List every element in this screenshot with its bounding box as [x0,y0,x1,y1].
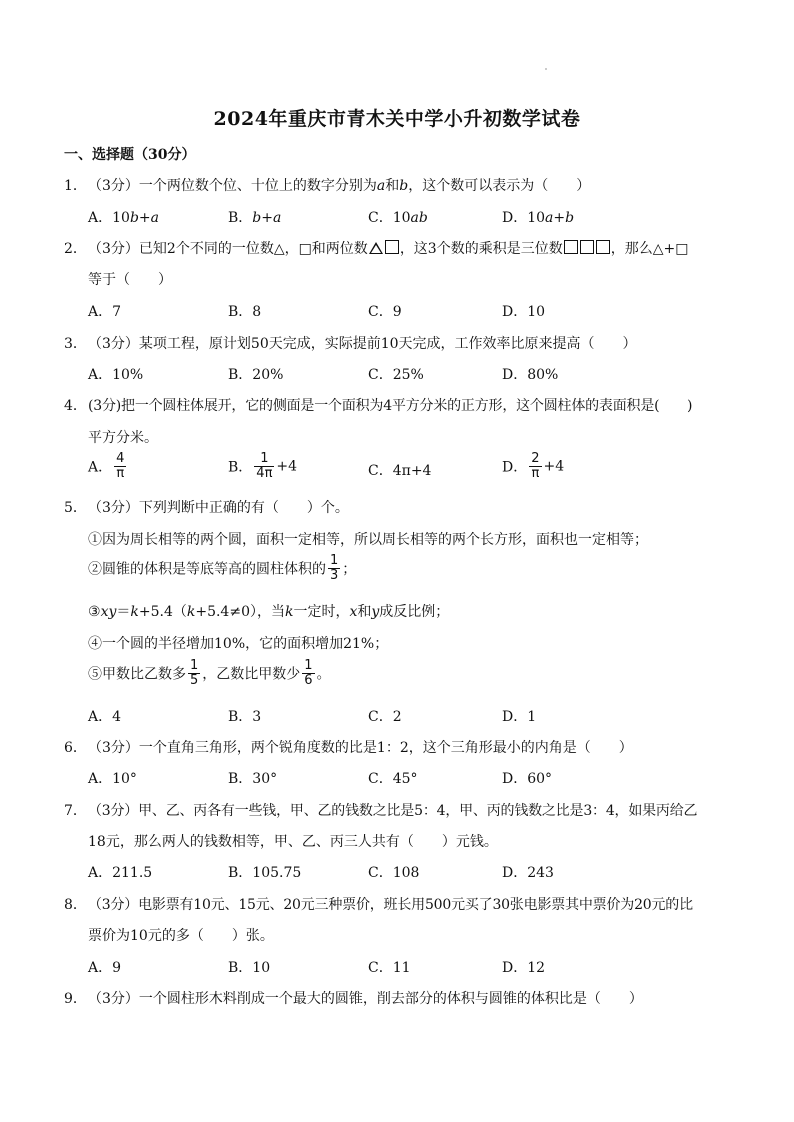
question-7: 7．（3分）甲、乙、丙各有一些钱，甲、乙的钱数之比是5：4，甲、丙的钱数之比是3：4，如果丙给乙 [64,803,698,819]
option-d[interactable]: D．80% [502,367,559,383]
option-c[interactable]: C．45° [368,771,418,787]
question-1: 1．（3分）一个两位数个位、十位上的数字分别为a和b，这个数可以表示为（ ） [64,178,591,194]
option-d[interactable]: D．12 [502,960,546,976]
option-b[interactable]: B．20% [228,367,284,383]
option-b[interactable]: B．3 [228,709,262,725]
option-d[interactable]: D．243 [502,865,554,881]
option-b[interactable]: B．10 [228,960,271,976]
question-4: 4．(3分)把一个圆柱体展开，它的侧面是一个面积为4平方分米的正方形，这个圆柱体的表面积是( ) [64,398,693,414]
statement-1: ①因为周长相等的两个圆，面积一定相等，所以周长相等的两个长方形，面积也一定相等； [88,532,648,548]
option-d[interactable]: D． $\frac{2}{\pi}$ +4 [502,451,565,481]
question-4-cont: 平方分米。 [88,430,158,446]
option-a[interactable]: A．211.5 [88,865,153,881]
question-1-options [88,207,728,231]
option-d[interactable]: D．1 [502,709,537,725]
two-digit-number-symbol [368,241,400,257]
question-2-cont: 等于（ ） [88,272,172,288]
question-2-options [88,301,728,325]
option-a[interactable]: A．10° [88,771,137,787]
fraction: $\frac{4}{\pi}$ [116,451,125,481]
option-b[interactable]: B．8 [228,304,262,320]
option-c[interactable]: C．10ab [368,210,428,226]
question-4-options [88,452,728,486]
option-a[interactable]: A．4 [88,709,122,725]
option-b[interactable]: B．105.75 [228,865,302,881]
option-a[interactable]: A．7 [88,304,122,320]
option-d[interactable]: D．10 [502,304,546,320]
three-digit-number-symbol [563,241,611,257]
option-a[interactable]: A．9 [88,960,122,976]
option-c[interactable]: C．11 [368,960,411,976]
option-c[interactable]: C．4π+4 [368,463,432,479]
question-3: 3．（3分）某项工程，原计划50天完成，实际提前10天完成，工作效率比原来提高（ ） [64,336,637,352]
fraction: $\frac{2}{\pi}$ [531,451,540,481]
option-d[interactable]: D．10a+b [502,210,575,226]
fraction: $\frac{1}{5}$ [190,658,199,688]
scan-speck [545,68,547,70]
square-icon [385,240,399,254]
page-title: 2024年重庆市青木关中学小升初数学试卷 [213,108,581,130]
question-8-options [88,957,728,981]
question-9: 9．（3分）一个圆柱形木料削成一个最大的圆锥，削去部分的体积与圆锥的体积比是（ ） [64,991,643,1007]
fraction: $\frac{1}{4\pi}$ [256,451,273,481]
question-8: 8．（3分）电影票有10元、15元、20元三种票价，班长用500元买了30张电影票其中票价为20元的比 [64,897,693,913]
question-7-options [88,862,728,886]
option-c[interactable]: C．2 [368,709,402,725]
option-b[interactable]: B．30° [228,771,278,787]
question-3-options [88,364,728,388]
question-5: 5．（3分）下列判断中正确的有（ ）个。 [64,500,349,516]
question-7-cont: 18元，那么两人的钱数相等，甲、乙、丙三人共有（ ）元钱。 [88,834,498,850]
statement-4: ④一个圆的半径增加10%，它的面积增加21%； [88,636,389,652]
question-6-options [88,768,728,792]
triangle-icon [369,242,383,254]
question-5-options [88,706,728,730]
square-icon [564,240,578,254]
section-heading: 一、选择题（30分） [64,147,196,163]
option-c[interactable]: C．108 [368,865,420,881]
square-icon [596,240,610,254]
fraction: $\frac{1}{6}$ [304,658,313,688]
option-d[interactable]: D．60° [502,771,553,787]
question-6: 6．（3分）一个直角三角形，两个锐角度数的比是1：2，这个三角形最小的内角是（ ） [64,740,633,756]
statement-5: ⑤甲数比乙数多 $\frac{1}{5}$ ，乙数比甲数少 $\frac{1}{6}$ 。 [88,658,331,688]
option-a[interactable]: A． $\frac{4}{\pi}$ [88,451,125,481]
question-2: 2．（3分）已知2个不同的一位数△，□和两位数 ，这3个数的乘积是三位数 ，那么△+□ [64,241,689,257]
option-b[interactable]: B． $\frac{1}{4\pi}$ +4 [228,451,298,481]
option-c[interactable]: C．9 [368,304,402,320]
fraction: $\frac{1}{3}$ [330,553,339,583]
statement-3: ③xy＝k+5.4（k+5.4≠0），当k一定时，x和y成反比例； [88,604,450,620]
option-a[interactable]: A．10b+a [88,210,159,226]
square-icon [580,240,594,254]
option-b[interactable]: B．b+a [228,210,282,226]
statement-2: ②圆锥的体积是等底等高的圆柱体积的 $\frac{1}{3}$ ； [88,553,357,583]
option-a[interactable]: A．10% [88,367,144,383]
question-8-cont: 票价为10元的多（ ）张。 [88,928,274,944]
option-c[interactable]: C．25% [368,367,424,383]
